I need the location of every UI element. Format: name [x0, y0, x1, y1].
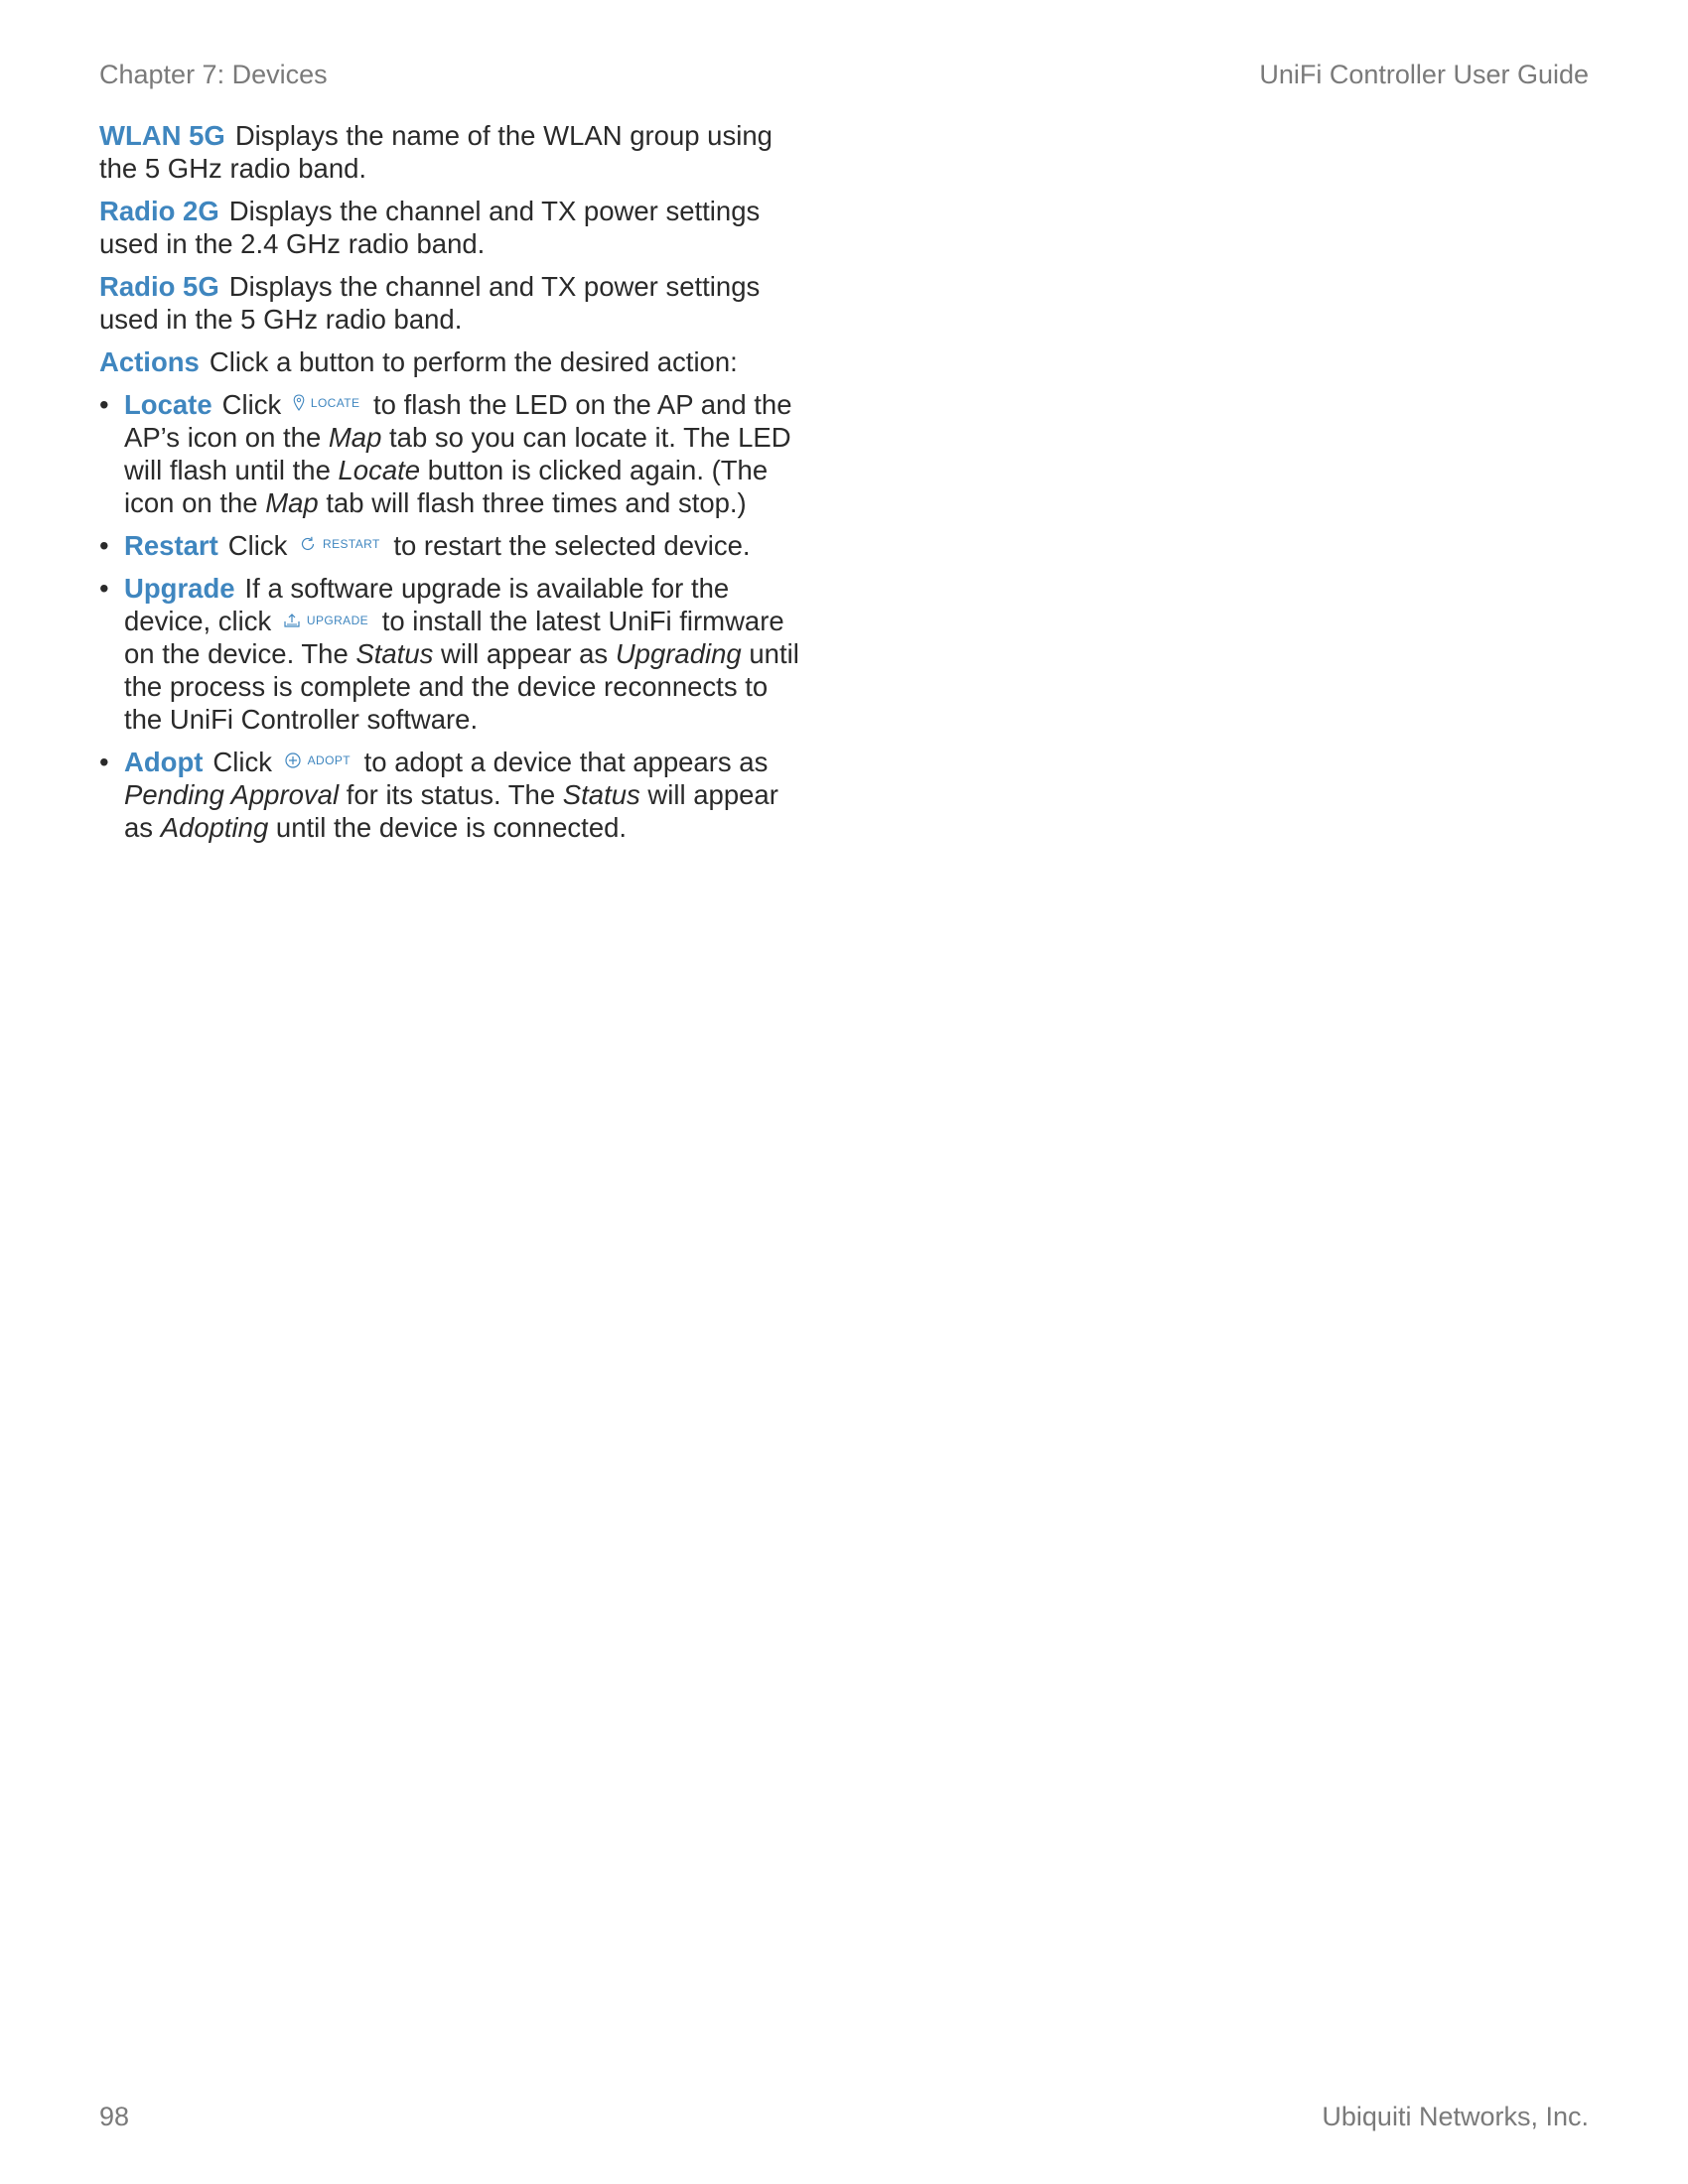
- content-column: [99, 119, 799, 854]
- adopt-emph-status: Status: [562, 779, 640, 810]
- bullet: •: [99, 573, 109, 604]
- adopt-button[interactable]: [284, 751, 351, 769]
- desc-actions: Click a button to perform the desired action:: [209, 346, 738, 377]
- locate-button[interactable]: [293, 394, 360, 412]
- paragraph-radio-5g: [99, 270, 799, 336]
- restart-button-label: RESTART: [323, 537, 380, 551]
- running-header-chapter: Chapter 7: Devices: [99, 60, 328, 89]
- footer-company: Ubiquiti Networks, Inc.: [1322, 2102, 1589, 2131]
- desc-wlan-5g: Displays the name of the WLAN group using the 5 GHz radio band.: [99, 120, 773, 184]
- locate-text-5: tab will flash three times and stop.): [326, 487, 747, 518]
- adopt-emph-adopting: Adopting: [160, 812, 269, 843]
- paragraph-wlan-5g: [99, 119, 799, 185]
- locate-emph-map-2: Map: [265, 487, 319, 518]
- term-actions: Actions: [99, 346, 200, 377]
- locate-button-label: LOCATE: [310, 396, 360, 410]
- locate-text-1: Click: [221, 389, 282, 420]
- bullet: •: [99, 530, 109, 561]
- list-item-locate: [99, 388, 799, 519]
- adopt-text-3: for its status. The: [346, 779, 556, 810]
- adopt-text-4: will appear as: [124, 779, 778, 843]
- adopt-emph-pending: Pending Approval: [124, 779, 340, 810]
- map-pin-icon: [293, 394, 305, 412]
- desc-radio-5g: Displays the channel and TX power settings used in the 5 GHz radio band.: [99, 271, 761, 335]
- adopt-button-label: ADOPT: [307, 753, 351, 767]
- locate-text-3: tab so you can locate it. The LED will flash until the: [124, 422, 791, 485]
- term-adopt: Adopt: [124, 747, 204, 777]
- paragraph-radio-2g: [99, 195, 799, 260]
- list-item-upgrade: [99, 572, 799, 736]
- bullet: •: [99, 747, 109, 777]
- upgrade-button-label: UPGRADE: [306, 614, 369, 627]
- term-wlan-5g: WLAN 5G: [99, 120, 225, 151]
- locate-emph-locate: Locate: [338, 455, 421, 485]
- restart-text-1: Click: [227, 530, 288, 561]
- adopt-text-2: to adopt a device that appears as: [363, 747, 769, 777]
- restart-text-2: to restart the selected device.: [393, 530, 751, 561]
- term-restart: Restart: [124, 530, 218, 561]
- refresh-icon: [299, 535, 317, 553]
- paragraph-actions: [99, 345, 799, 378]
- term-locate: Locate: [124, 389, 212, 420]
- plus-circle-icon: [284, 751, 302, 769]
- adopt-text-5: until the device is connected.: [275, 812, 628, 843]
- upgrade-emph-upgrading: Upgrading: [615, 638, 742, 669]
- upgrade-emph-status: Status: [355, 638, 434, 669]
- upload-icon: [283, 613, 301, 628]
- adopt-text-1: Click: [212, 747, 273, 777]
- list-item-restart: [99, 529, 799, 562]
- upgrade-text-2: to install the latest UniFi firmware on the device. The: [124, 606, 784, 669]
- upgrade-text-1: If a software upgrade is available for the device, click: [124, 573, 730, 636]
- term-upgrade: Upgrade: [124, 573, 235, 604]
- restart-button[interactable]: [299, 535, 380, 553]
- term-radio-5g: Radio 5G: [99, 271, 219, 302]
- upgrade-text-4: until the process is complete and the device reconnects to the UniFi Controller software.: [124, 638, 799, 735]
- list-item-adopt: [99, 746, 799, 844]
- locate-text-4: button is clicked again. (The icon on the: [124, 455, 769, 518]
- locate-emph-map: Map: [328, 422, 382, 453]
- bullet: •: [99, 389, 109, 420]
- term-radio-2g: Radio 2G: [99, 196, 219, 226]
- actions-list: [99, 388, 799, 844]
- running-header-guide-title: UniFi Controller User Guide: [1259, 60, 1589, 89]
- desc-radio-2g: Displays the channel and TX power settings used in the 2.4 GHz radio band.: [99, 196, 761, 259]
- locate-text-2: to flash the LED on the AP and the AP’s icon on the: [124, 389, 792, 453]
- page-number: 98: [99, 2102, 130, 2131]
- upgrade-text-3: will appear as: [441, 638, 609, 669]
- upgrade-button[interactable]: [283, 613, 368, 628]
